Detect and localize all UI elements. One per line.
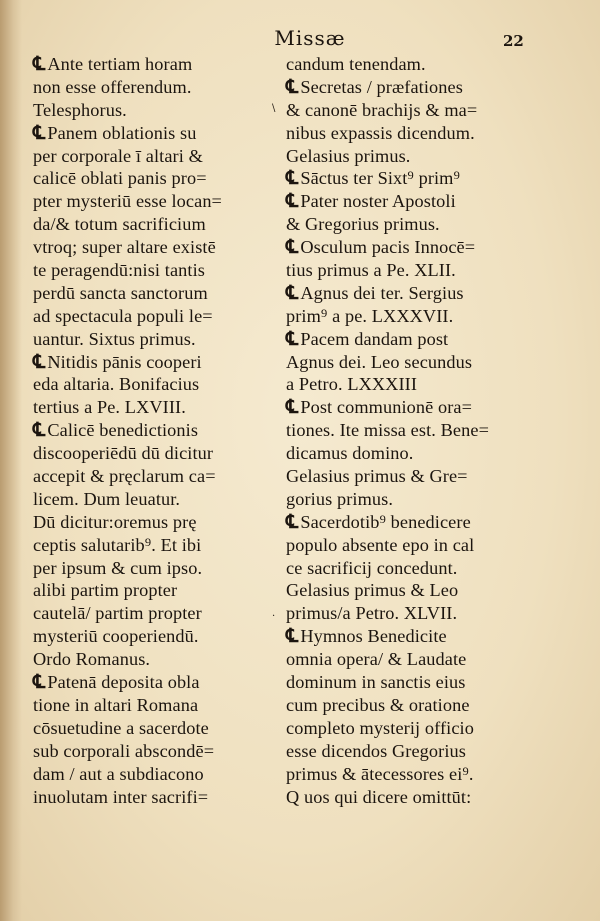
line-text: & canonē brachijs & ma= [286,99,478,120]
text-line [33,740,273,763]
text-line [286,511,526,534]
text-line [33,305,273,328]
line-text: sub corporali abscondē= [33,740,215,761]
line-text: mysteriū cooperiendū. [33,626,199,647]
line-text: candum tenendam. [286,54,426,74]
line-text: Patenā deposita obla [47,672,200,693]
text-line [33,53,273,76]
line-text: Post communionē ora= [300,397,473,418]
line-text: Calicē benedictionis [47,420,199,441]
line-text: dicamus domino. [286,443,414,464]
text-line [286,763,526,786]
text-line [33,213,273,236]
line-text: tione in altari Romana [33,694,199,715]
line-text: populo absente epo in cal [286,534,475,555]
text-line [33,99,276,122]
line-text: da/& totum sacrificium [33,214,206,235]
text-line [33,76,273,99]
line-text: & Gregorius primus. [286,214,440,235]
line-text: cautelā/ partim propter [33,603,202,624]
line-text: ce sacrificij concedunt. [286,557,458,578]
paragraph-mark-icon: ℄ [286,328,299,350]
line-text: a Petro. LXXXIII [286,374,418,395]
text-line [286,328,526,351]
line-text: Telesphorus. [33,99,127,120]
paragraph-mark-icon: ℄ [286,397,299,419]
paragraph-mark-icon: ℄ [286,237,299,259]
line-text: Sāctus ter Sixt⁹ prim⁹ [300,168,460,189]
text-line [286,419,526,442]
line-text: Pacem dandam post [300,328,449,349]
line-text: Sacerdotib⁹ benedicere [300,511,471,532]
text-line [286,282,526,305]
line-text: non esse offerendum. [33,76,192,97]
text-line [286,76,526,99]
text-line [33,373,273,396]
text-line [286,373,526,396]
right-column [286,53,526,808]
text-line [33,419,273,442]
line-text: Ordo Romanus. [33,649,151,670]
text-line [286,465,526,488]
text-line [286,488,526,511]
folio-number: 22 [503,32,524,50]
text-line [33,328,273,351]
text-line [33,717,273,740]
line-text: Gelasius primus. [286,145,411,166]
line-text: ceptis salutarib⁹. Et ibi [33,534,202,555]
line-text: primus & ātecessores ei⁹. [286,763,474,784]
text-line [286,717,526,740]
line-text: inuolutam inter sacrifi= [33,786,209,807]
text-line [286,694,526,717]
line-text: primus/a Petro. XLVII. [286,603,458,624]
text-line [33,579,273,602]
text-line [33,648,273,671]
line-text: per corporale ī altari & [33,145,203,166]
line-text: uantur. Sixtus primus. [33,328,196,349]
text-line [33,511,273,534]
text-line [286,190,526,213]
margin-tick: . [272,608,276,619]
text-line [33,190,273,213]
line-text: accepit & pręclarum ca= [33,466,216,487]
text-line [33,396,273,419]
line-text: Hymnos Benedicite [300,626,447,647]
text-line [286,167,526,190]
line-text: tertius a Pe. LXVIII. [33,397,186,418]
paragraph-mark-icon: ℄ [286,168,299,190]
line-text: pter mysteriū esse locan= [33,191,222,212]
text-line [33,145,273,168]
text-line [33,671,273,694]
line-text: prim⁹ a pe. LXXXVII. [286,305,454,326]
text-line [286,442,526,465]
text-line [286,259,526,282]
line-text: cōsuetudine a sacerdote [33,717,209,738]
text-line [286,236,526,259]
text-line [286,534,526,557]
text-line [33,282,273,305]
text-line [33,602,276,625]
text-line [286,396,526,419]
margin-tick: \ [272,103,276,114]
line-text: tiones. Ite missa est. Bene= [286,420,489,441]
text-line [286,122,526,145]
text-line [33,694,273,717]
text-line [33,786,273,809]
text-line [33,259,273,282]
line-text: per ipsum & cum ipso. [33,557,203,578]
left-column [33,53,276,808]
line-text: Agnus dei ter. Sergius [300,282,464,303]
text-line [286,53,526,76]
line-text: Q uos qui dicere omittūt: [286,786,472,807]
line-text: Nitidis pānis cooperi [47,351,202,372]
text-line [286,557,526,580]
line-text: esse dicendos Gregorius [286,740,466,761]
text-line [33,236,273,259]
text-line [286,602,526,625]
line-text: completo mysterij officio [286,717,474,738]
text-line [286,740,526,763]
line-text: licem. Dum leuatur. [33,488,181,509]
text-line [33,122,273,145]
text-line [33,557,273,580]
text-line [286,305,526,328]
line-text: omnia opera/ & Laudate [286,649,467,670]
line-text: Ante tertiam horam [47,54,193,74]
line-text: vtroq; super altare existē [33,237,216,258]
line-text: calicē oblati panis pro= [33,168,207,189]
binding-gutter [0,0,22,921]
text-line [33,167,273,190]
text-line [33,488,273,511]
paragraph-mark-icon: ℄ [33,672,46,694]
paragraph-mark-icon: ℄ [286,191,299,213]
text-line [33,442,273,465]
line-text: Pater noster Apostoli [300,191,456,212]
text-line [286,213,526,236]
text-line [286,99,526,122]
line-text: te peragendū:nisi tantis [33,260,205,281]
text-line [286,671,526,694]
paragraph-mark-icon: ℄ [286,282,299,304]
line-text: Gelasius primus & Gre= [286,466,468,487]
paragraph-mark-icon: ℄ [286,626,299,648]
line-text: dominum in sanctis eius [286,672,466,693]
text-line [286,351,526,374]
line-text: ad spectacula populi le= [33,305,213,326]
text-line [286,579,526,602]
paragraph-mark-icon: ℄ [286,511,299,533]
paragraph-mark-icon: ℄ [33,420,46,442]
line-text: alibi partim propter [33,580,178,601]
line-text: perdū sancta sanctorum [33,282,208,303]
line-text: cum precibus & oratione [286,694,470,715]
line-text: Agnus dei. Leo secundus [286,351,473,372]
paragraph-mark-icon: ℄ [33,122,46,144]
text-line [33,625,273,648]
line-text: tius primus a Pe. XLII. [286,260,456,281]
line-text: Panem oblationis su [47,122,197,143]
line-text: Gelasius primus & Leo [286,580,459,601]
line-text: discooperiēdū dū dicitur [33,443,214,464]
line-text: Osculum pacis Innocē= [300,237,476,258]
paragraph-mark-icon: ℄ [286,76,299,98]
text-line [286,648,526,671]
text-line [286,625,526,648]
text-line [286,145,526,168]
paragraph-mark-icon: ℄ [33,351,46,373]
text-line [33,763,273,786]
paragraph-mark-icon: ℄ [33,54,46,75]
line-text: Dū dicitur:oremus prę [33,511,197,532]
line-text: dam / aut a subdiacono [33,763,204,784]
line-text: nibus expassis dicendum. [286,122,475,143]
line-text: Secretas / præfationes [300,76,463,97]
text-line [286,786,526,809]
running-head: Missæ [274,26,346,50]
text-line [33,351,273,374]
line-text: eda altaria. Bonifacius [33,374,200,395]
text-line [33,465,273,488]
line-text: gorius primus. [286,488,394,509]
text-line [33,534,273,557]
